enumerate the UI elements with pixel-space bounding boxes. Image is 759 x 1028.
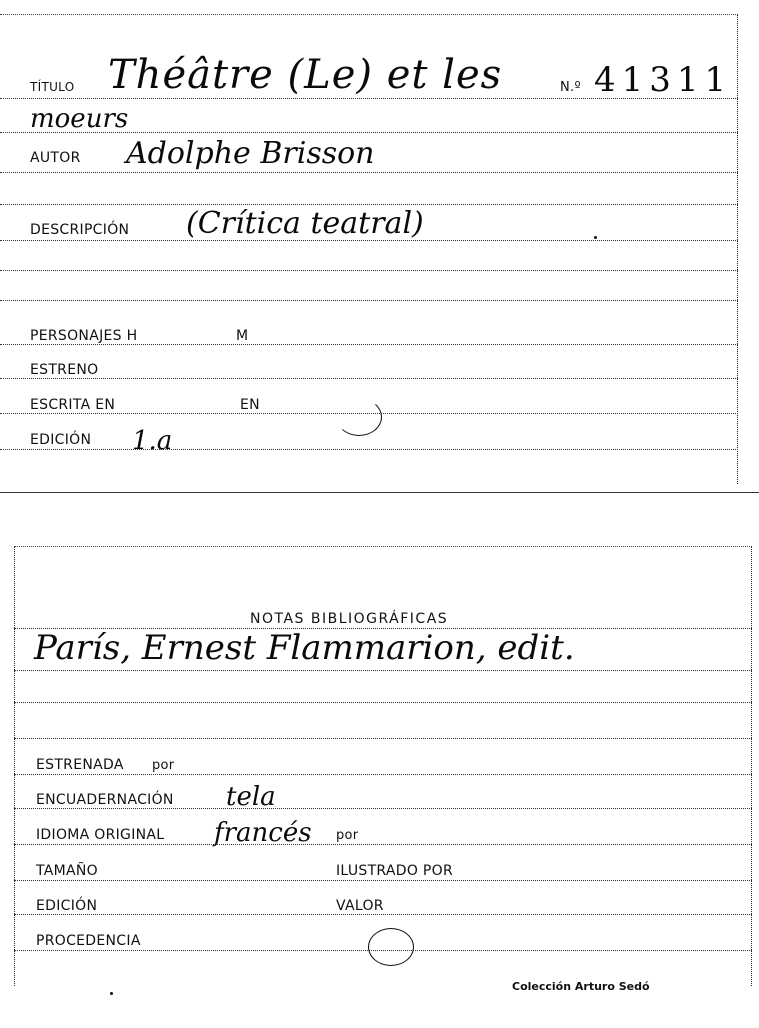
descripcion-value: (Crítica teatral)	[186, 206, 424, 241]
stamp-mark	[336, 398, 382, 436]
notas-value: París, Ernest Flammarion, edit.	[34, 628, 575, 668]
encuadernacion-value: tela	[226, 782, 276, 812]
rule	[14, 774, 752, 775]
idioma-label: IDIOMA ORIGINAL	[36, 827, 165, 843]
personajes-label: PERSONAJES H	[30, 328, 138, 344]
escrita-en-label: EN	[240, 397, 260, 413]
rule	[14, 914, 752, 915]
encuadernacion-label: ENCUADERNACIÓN	[36, 792, 174, 808]
rule	[0, 300, 738, 301]
rule	[14, 670, 752, 671]
titulo-value: Théâtre (Le) et les	[108, 52, 503, 98]
edicion-label: EDICIÓN	[30, 432, 92, 448]
ink-dot	[594, 236, 597, 239]
edicion-bottom-label: EDICIÓN	[36, 898, 98, 914]
ink-dot	[110, 992, 113, 995]
autor-label: AUTOR	[30, 150, 81, 166]
rule	[0, 172, 738, 173]
estrenada-por-label: por	[152, 758, 175, 773]
stamp-mark	[368, 928, 414, 966]
collection-footer: Colección Arturo Sedó	[512, 980, 650, 993]
edicion-value: 1.a	[132, 426, 173, 456]
idioma-por-label: por	[336, 828, 359, 843]
rule	[0, 270, 738, 271]
notas-label: NOTAS BIBLIOGRÁFICAS	[250, 611, 449, 627]
idioma-value: francés	[214, 818, 312, 848]
rule	[14, 844, 752, 845]
titulo-value-continued: moeurs	[30, 104, 129, 134]
rule	[14, 738, 752, 739]
numero-label: N.º	[560, 80, 581, 95]
estreno-label: ESTRENO	[30, 362, 99, 378]
rule	[14, 702, 752, 703]
ilustrado-label: ILUSTRADO POR	[336, 863, 453, 879]
valor-label: VALOR	[336, 898, 384, 914]
descripcion-label: DESCRIPCIÓN	[30, 222, 130, 238]
card-divider	[0, 492, 759, 493]
rule	[0, 344, 738, 345]
rule	[14, 808, 752, 809]
tamano-label: TAMAÑO	[36, 863, 98, 879]
autor-value: Adolphe Brisson	[126, 136, 375, 171]
rule	[0, 449, 738, 450]
titulo-label: TÍTULO	[30, 80, 75, 94]
estrenada-label: ESTRENADA	[36, 757, 124, 773]
rule	[14, 880, 752, 881]
numero-value: 41311	[594, 60, 733, 100]
procedencia-label: PROCEDENCIA	[36, 933, 141, 949]
personajes-m-label: M	[236, 328, 249, 344]
rule	[0, 378, 738, 379]
rule	[0, 204, 738, 205]
escrita-label: ESCRITA EN	[30, 397, 116, 413]
